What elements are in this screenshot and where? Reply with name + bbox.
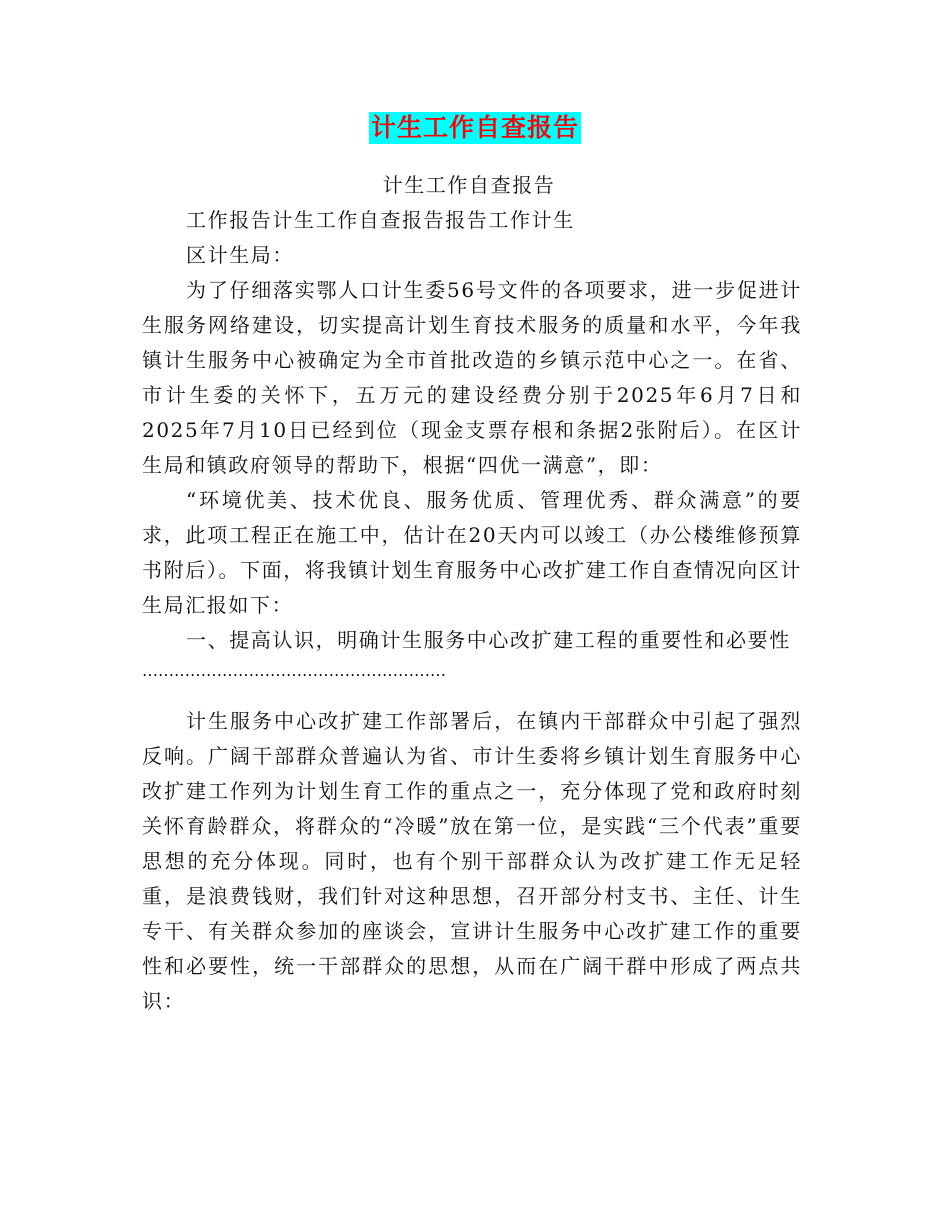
document-subtitle: 计生工作自查报告 <box>382 173 556 197</box>
document-title: 计生工作自查报告 <box>370 113 579 142</box>
dotted-leader: ………………………………………………… <box>142 661 446 680</box>
salutation: 区计生局： <box>186 243 294 267</box>
paragraph-3: 计生服务中心改扩建工作部署后，在镇内干部群众中引起了强烈反响。广阔干部群众普遍认为省、市计生委将乡镇计划生育服务中心改扩建工作列为计划生育工作的重点之一，充分体现了党和政府时刻关怀育龄群众，将群众的“冷暖”放在第一位，是实践“三个代表”重要思想的充分体现。同时，也有个别干部群众认为改扩建工作无足轻重，是浪费钱财，我们针对这种思想，召开部分村支书、主任、计生专干、有关群众参加的座谈会，宣讲计生服务中心改扩建工作的重要性和必要性，统一干部群众的思想，从而在广阔干群中形成了两点共识： <box>142 709 802 1013</box>
paragraph-1: 为了仔细落实鄂人口计生委56号文件的各项要求，进一步促进计生服务网络建设，切实提高计划生育技术服务的质量和水平，今年我镇计生服务中心被确定为全市首批改造的乡镇示范中心之一。在省、市计生委的关怀下，五万元的建设经费分别于2025年6月7日和2025年7月10日已经到位（现金支票存根和条据2张附后）。在区计生局和镇政府领导的帮助下，根据“四优一满意”，即： <box>142 278 802 477</box>
section-heading-1: 一、提高认识，明确计生服务中心改扩建工程的重要性和必要性 <box>186 628 791 652</box>
spacer <box>142 684 802 704</box>
title-container <box>0 112 950 144</box>
keywords-line: 工作报告计生工作自查报告报告工作计生 <box>186 208 575 232</box>
document-body <box>142 168 802 1019</box>
paragraph-2: “环境优美、技术优良、服务优质、管理优秀、群众满意”的要求，此项工程正在施工中，估计在20天内可以竣工（办公楼维修预算书附后）。下面，将我镇计划生育服务中心改扩建工作自查情况向区计生局汇报如下： <box>142 488 802 617</box>
